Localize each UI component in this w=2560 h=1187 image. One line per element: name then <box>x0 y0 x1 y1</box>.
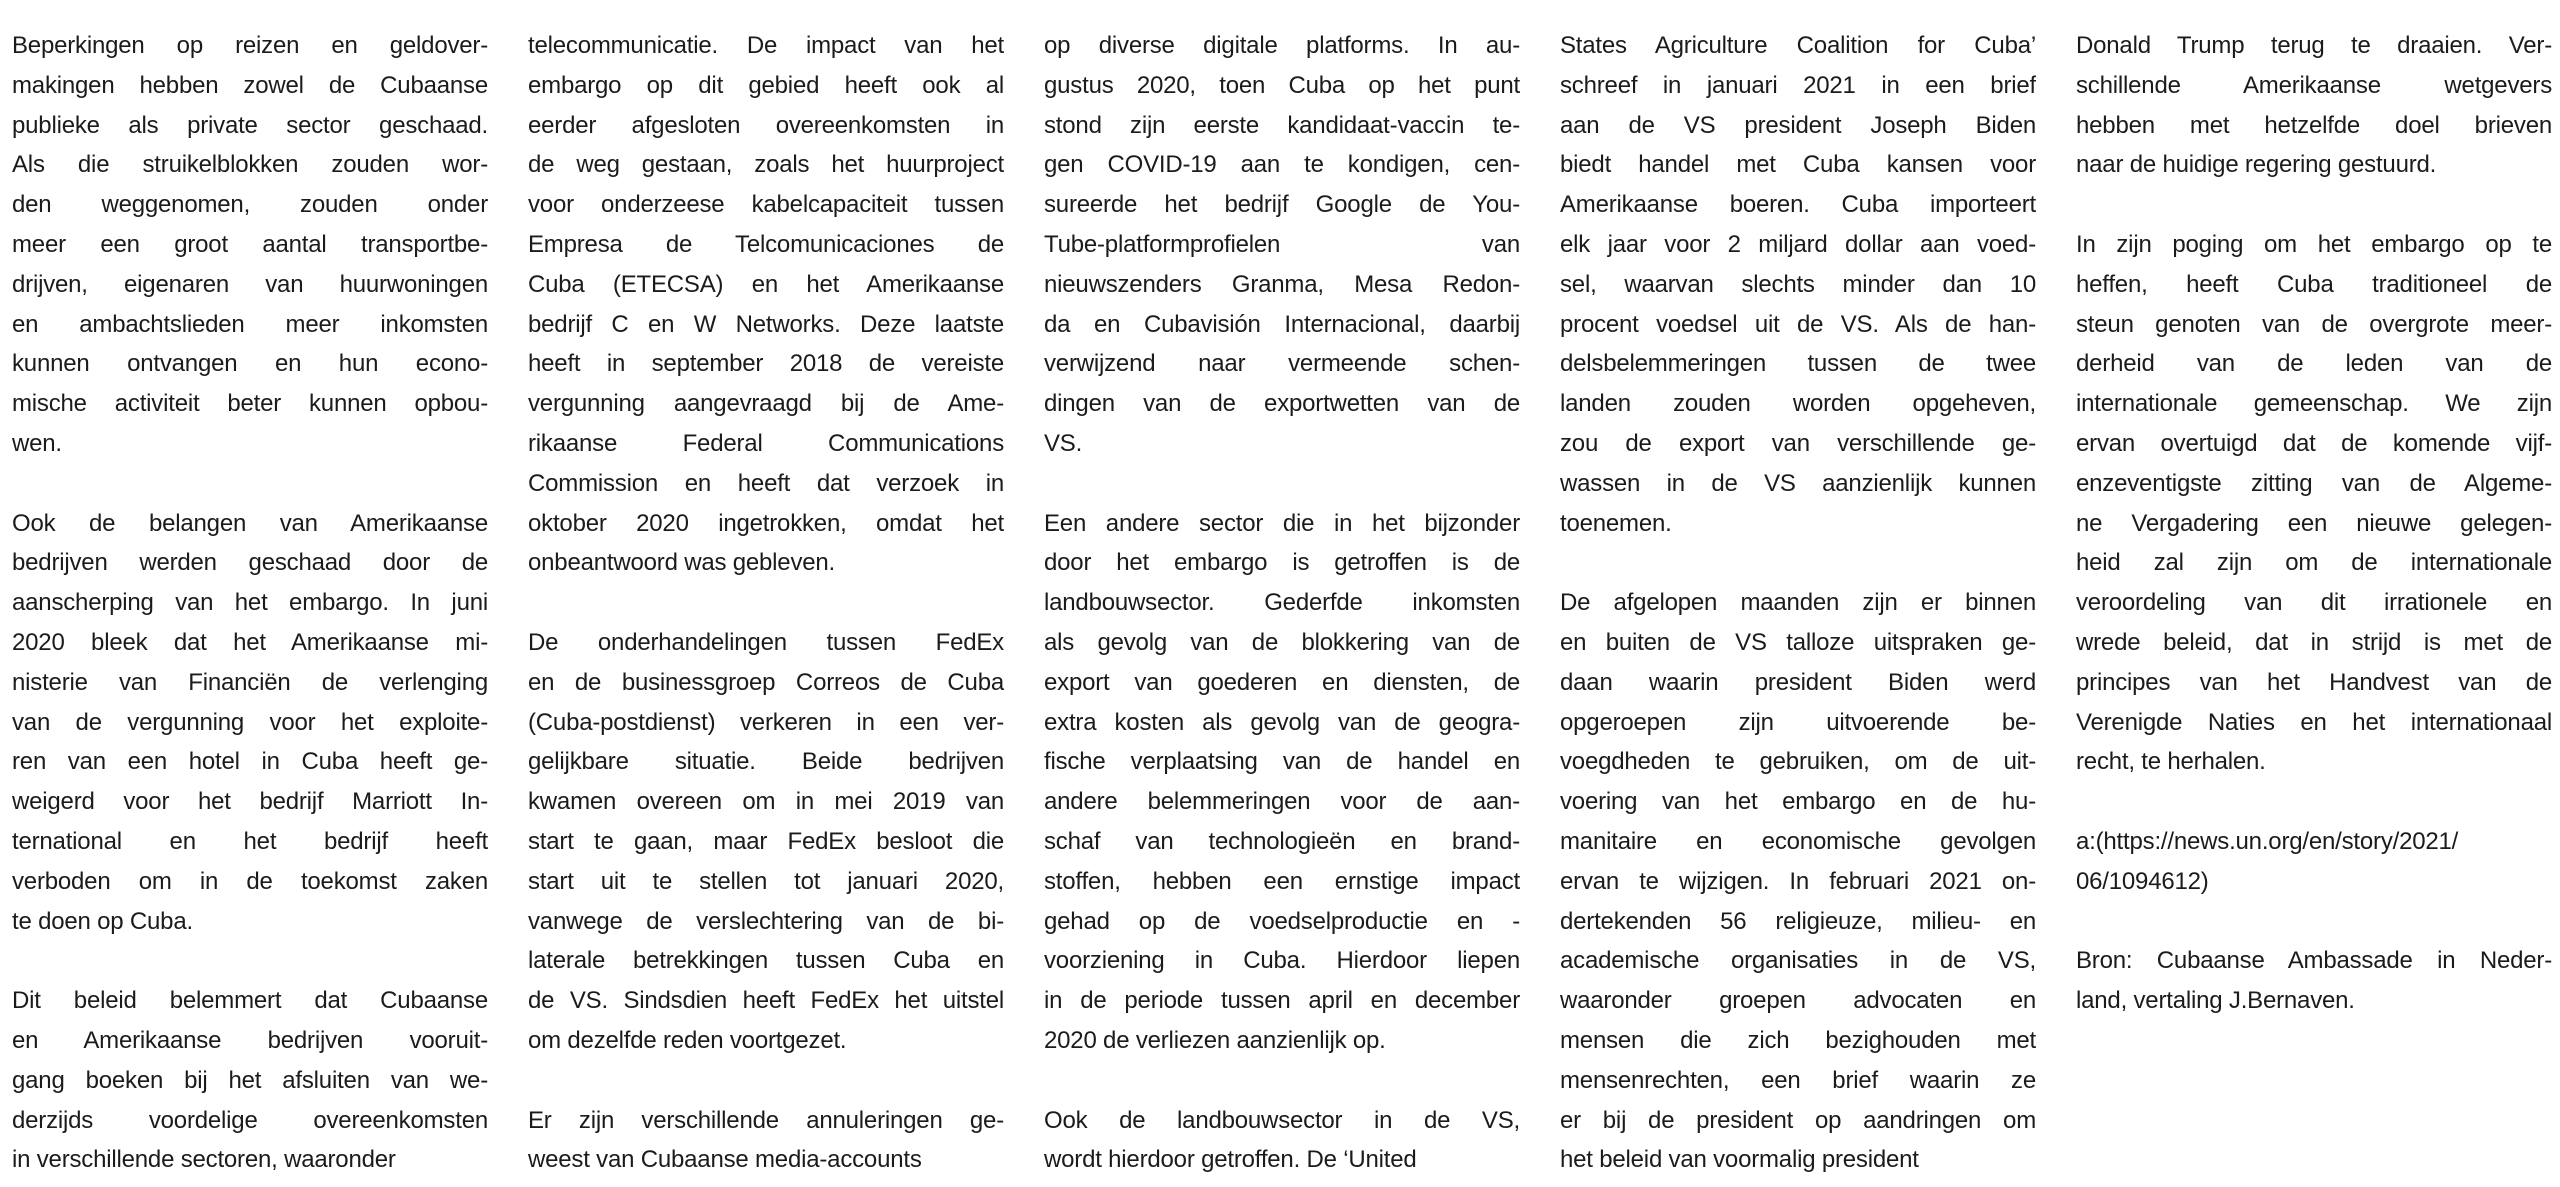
text-line: academische organisaties in de VS, <box>1560 947 2036 975</box>
text-line: en buiten de VS talloze uitspraken ge- <box>1560 628 2036 656</box>
text-line: te doen op Cuba. <box>12 907 193 935</box>
text-line: en ambachtslieden meer inkomsten <box>12 310 488 338</box>
text-line: Donald Trump terug te draaien. Ver- <box>2076 32 2552 59</box>
text-line: voorziening in Cuba. Hierdoor liepen <box>1044 947 1520 975</box>
text-line: bedrijven werden geschaad door de <box>12 549 488 577</box>
text-line: er bij de president op aandringen om <box>1560 1106 2036 1134</box>
text-line: internationale gemeenschap. We zijn <box>2076 390 2552 418</box>
text-line: om dezelfde reden voortgezet. <box>528 1026 847 1054</box>
text-column <box>528 26 1004 1180</box>
text-line: derzijds voordelige overeenkomsten <box>12 1106 488 1134</box>
text-line: waaronder groepen advocaten en <box>1560 987 2036 1015</box>
text-line: onbeantwoord was gebleven. <box>528 549 836 577</box>
text-line: De afgelopen maanden zijn er binnen <box>1560 589 2036 617</box>
text-line: principes van het Handvest van de <box>2076 668 2552 696</box>
text-line: schillende Amerikaanse wetgevers <box>2076 71 2552 99</box>
text-line: op diverse digitale platforms. In au- <box>1044 32 1520 59</box>
text-line: andere belemmeringen voor de aan- <box>1044 788 1520 816</box>
text-line: 06/1094612) <box>2076 867 2209 895</box>
text-line: Bron: Cubaanse Ambassade in Neder- <box>2076 947 2552 975</box>
text-line: de VS. Sindsdien heeft FedEx het uitstel <box>528 987 1004 1015</box>
text-line: In zijn poging om het embargo op te <box>2076 230 2552 258</box>
text-line: en Amerikaanse bedrijven vooruit- <box>12 1026 488 1054</box>
paragraph <box>2076 225 2552 782</box>
paragraph <box>2076 26 2552 185</box>
text-line: verwijzend naar vermeende schen- <box>1044 350 1520 378</box>
text-line: gen COVID-19 aan te kondigen, cen- <box>1044 151 1520 179</box>
text-line: steun genoten van de overgrote meer- <box>2076 310 2552 338</box>
paragraph <box>1044 1101 1520 1181</box>
text-line: Commission en heeft dat verzoek in <box>528 469 1004 497</box>
text-line: landen zouden worden opgeheven, <box>1560 390 2036 418</box>
text-line: Verenigde Naties en het internationaal <box>2076 708 2552 736</box>
text-line: start uit te stellen tot januari 2020, <box>528 867 1004 895</box>
text-line: mische activiteit beter kunnen opbou- <box>12 390 488 418</box>
text-line: extra kosten als gevolg van de geogra- <box>1044 708 1520 736</box>
text-line: vergunning aangevraagd bij de Ame- <box>528 390 1004 418</box>
text-line: aan de VS president Joseph Biden <box>1560 111 2036 139</box>
text-line: delsbelemmeringen tussen de twee <box>1560 350 2036 378</box>
text-line: Amerikaanse boeren. Cuba importeert <box>1560 191 2036 219</box>
text-column <box>1560 26 2036 1180</box>
paragraph <box>528 1101 1004 1181</box>
text-line: weest van Cubaanse media-accounts <box>528 1146 922 1174</box>
text-line: zou de export van verschillende ge- <box>1560 429 2036 457</box>
text-line: Ook de landbouwsector in de VS, <box>1044 1106 1520 1134</box>
text-line: biedt handel met Cuba kansen voor <box>1560 151 2036 179</box>
text-line: VS. <box>1044 429 1083 457</box>
paragraph <box>528 623 1004 1061</box>
text-line: a:(https://news.un.org/en/story/2021/ <box>2076 827 2459 855</box>
text-line: 2020 de verliezen aanzienlijk op. <box>1044 1026 1386 1054</box>
text-line: Er zijn verschillende annuleringen ge- <box>528 1106 1004 1134</box>
text-line: schreef in januari 2021 in een brief <box>1560 71 2036 99</box>
text-line: gang boeken bij het afsluiten van we- <box>12 1066 488 1094</box>
text-line: Als die struikelblokken zouden wor- <box>12 151 488 179</box>
paragraph <box>1044 504 1520 1061</box>
text-column <box>2076 26 2552 1180</box>
text-line: drijven, eigenaren van huurwoningen <box>12 270 488 298</box>
text-line: hebben met hetzelfde doel brieven <box>2076 111 2552 139</box>
text-line: de weg gestaan, zoals het huurproject <box>528 151 1004 179</box>
text-line: stond zijn eerste kandidaat-vaccin te- <box>1044 111 1520 139</box>
text-line: naar de huidige regering gestuurd. <box>2076 151 2437 179</box>
paragraph <box>2076 822 2552 902</box>
text-line: toenemen. <box>1560 509 1672 537</box>
text-line: en de businessgroep Correos de Cuba <box>528 668 1004 696</box>
text-line: in de periode tussen april en december <box>1044 987 1520 1015</box>
text-line: Ook de belangen van Amerikaanse <box>12 509 488 537</box>
text-line: heid zal zijn om de internationale <box>2076 549 2552 577</box>
text-line: dingen van de exportwetten van de <box>1044 390 1520 418</box>
text-line: De onderhandelingen tussen FedEx <box>528 628 1004 656</box>
text-line: eerder afgesloten overeenkomsten in <box>528 111 1004 139</box>
text-line: voor onderzeese kabelcapaciteit tussen <box>528 191 1004 219</box>
text-line: derheid van de leden van de <box>2076 350 2552 378</box>
paragraph <box>12 504 488 942</box>
text-line: fische verplaatsing van de handel en <box>1044 748 1520 776</box>
article-columns <box>12 26 2552 1180</box>
text-line: 2020 bleek dat het Amerikaanse mi- <box>12 628 488 656</box>
text-line: meer een groot aantal transportbe- <box>12 230 488 258</box>
text-line: heeft in september 2018 de vereiste <box>528 350 1004 378</box>
text-line: schaf van technologieën en brand- <box>1044 827 1520 855</box>
text-line: verboden om in de toekomst zaken <box>12 867 488 895</box>
text-line: elk jaar voor 2 miljard dollar aan voed- <box>1560 230 2036 258</box>
text-line: wen. <box>12 429 62 457</box>
text-line: door het embargo is getroffen is de <box>1044 549 1520 577</box>
text-line: het beleid van voormalig president <box>1560 1146 1919 1174</box>
text-column <box>12 26 488 1180</box>
text-line: heffen, heeft Cuba traditioneel de <box>2076 270 2552 298</box>
text-line: Cuba (ETECSA) en het Amerikaanse <box>528 270 1004 298</box>
text-line: ternational en het bedrijf heeft <box>12 827 488 855</box>
text-line: Tube-platformprofielen van <box>1044 230 1520 258</box>
text-line: vanwege de verslechtering van de bi- <box>528 907 1004 935</box>
text-line: den weggenomen, zouden onder <box>12 191 488 219</box>
text-line: wordt hierdoor getroffen. De ‘United <box>1044 1146 1417 1174</box>
text-line: laterale betrekkingen tussen Cuba en <box>528 947 1004 975</box>
text-line: da en Cubavisión Internacional, daarbij <box>1044 310 1520 338</box>
text-line: nisterie van Financiën de verlenging <box>12 668 488 696</box>
text-line: kunnen ontvangen en hun econo- <box>12 350 488 378</box>
text-line: oktober 2020 ingetrokken, omdat het <box>528 509 1004 537</box>
text-line: ren van een hotel in Cuba heeft ge- <box>12 748 488 776</box>
text-line: gelijkbare situatie. Beide bedrijven <box>528 748 1004 776</box>
text-line: stoffen, hebben een ernstige impact <box>1044 867 1520 895</box>
text-line: embargo op dit gebied heeft ook al <box>528 71 1004 99</box>
text-line: enzeventigste zitting van de Algeme- <box>2076 469 2552 497</box>
text-line: Dit beleid belemmert dat Cubaanse <box>12 987 488 1015</box>
text-line: voering van het embargo en de hu- <box>1560 788 2036 816</box>
text-line: wassen in de VS aanzienlijk kunnen <box>1560 469 2036 497</box>
paragraph <box>2076 941 2552 1021</box>
text-line: Beperkingen op reizen en geldover- <box>12 32 488 59</box>
text-line: recht, te herhalen. <box>2076 748 2266 776</box>
text-line: voegdheden te gebruiken, om de uit- <box>1560 748 2036 776</box>
text-line: aanscherping van het embargo. In juni <box>12 589 488 617</box>
text-column <box>1044 26 1520 1180</box>
text-line: Een andere sector die in het bijzonder <box>1044 509 1520 537</box>
text-line: als gevolg van de blokkering van de <box>1044 628 1520 656</box>
text-line: van de vergunning voor het exploite- <box>12 708 488 736</box>
text-line: makingen hebben zowel de Cubaanse <box>12 71 488 99</box>
text-line: veroordeling van dit irrationele en <box>2076 589 2552 617</box>
paragraph <box>12 26 488 464</box>
text-line: gehad op de voedselproductie en - <box>1044 907 1520 935</box>
text-line: States Agriculture Coalition for Cuba’ <box>1560 32 2036 59</box>
text-line: daan waarin president Biden werd <box>1560 668 2036 696</box>
text-line: manitaire en economische gevolgen <box>1560 827 2036 855</box>
text-line: in verschillende sectoren, waaronder <box>12 1146 396 1174</box>
text-line: mensenrechten, een brief waarin ze <box>1560 1066 2036 1094</box>
text-line: procent voedsel uit de VS. Als de han- <box>1560 310 2036 338</box>
text-line: start te gaan, maar FedEx besloot die <box>528 827 1004 855</box>
text-line: weigerd voor het bedrijf Marriott In- <box>12 788 488 816</box>
text-line: opgeroepen zijn uitvoerende be- <box>1560 708 2036 736</box>
text-line: bedrijf C en W Networks. Deze laatste <box>528 310 1004 338</box>
text-line: mensen die zich bezighouden met <box>1560 1026 2036 1054</box>
text-line: kwamen overeen om in mei 2019 van <box>528 788 1004 816</box>
text-line: gustus 2020, toen Cuba op het punt <box>1044 71 1520 99</box>
text-line: export van goederen en diensten, de <box>1044 668 1520 696</box>
text-line: sureerde het bedrijf Google de You- <box>1044 191 1520 219</box>
text-line: publieke als private sector geschaad. <box>12 111 488 139</box>
text-line: land, vertaling J.Bernaven. <box>2076 987 2355 1015</box>
text-line: nieuwszenders Granma, Mesa Redon- <box>1044 270 1520 298</box>
paragraph <box>528 26 1004 583</box>
text-line: ervan overtuigd dat de komende vijf- <box>2076 429 2552 457</box>
text-line: rikaanse Federal Communications <box>528 429 1004 457</box>
text-line: landbouwsector. Gederfde inkomsten <box>1044 589 1520 617</box>
text-line: ervan te wijzigen. In februari 2021 on- <box>1560 867 2036 895</box>
text-line: wrede beleid, dat in strijd is met de <box>2076 628 2552 656</box>
paragraph <box>1044 26 1520 464</box>
text-line: telecommunicatie. De impact van het <box>528 32 1004 59</box>
text-line: sel, waarvan slechts minder dan 10 <box>1560 270 2036 298</box>
paragraph <box>12 981 488 1180</box>
paragraph <box>1560 26 2036 543</box>
paragraph <box>1560 583 2036 1180</box>
text-line: dertekenden 56 religieuze, milieu- en <box>1560 907 2036 935</box>
text-line: ne Vergadering een nieuwe gelegen- <box>2076 509 2552 537</box>
text-line: (Cuba-postdienst) verkeren in een ver- <box>528 708 1004 736</box>
text-line: Empresa de Telcomunicaciones de <box>528 230 1004 258</box>
